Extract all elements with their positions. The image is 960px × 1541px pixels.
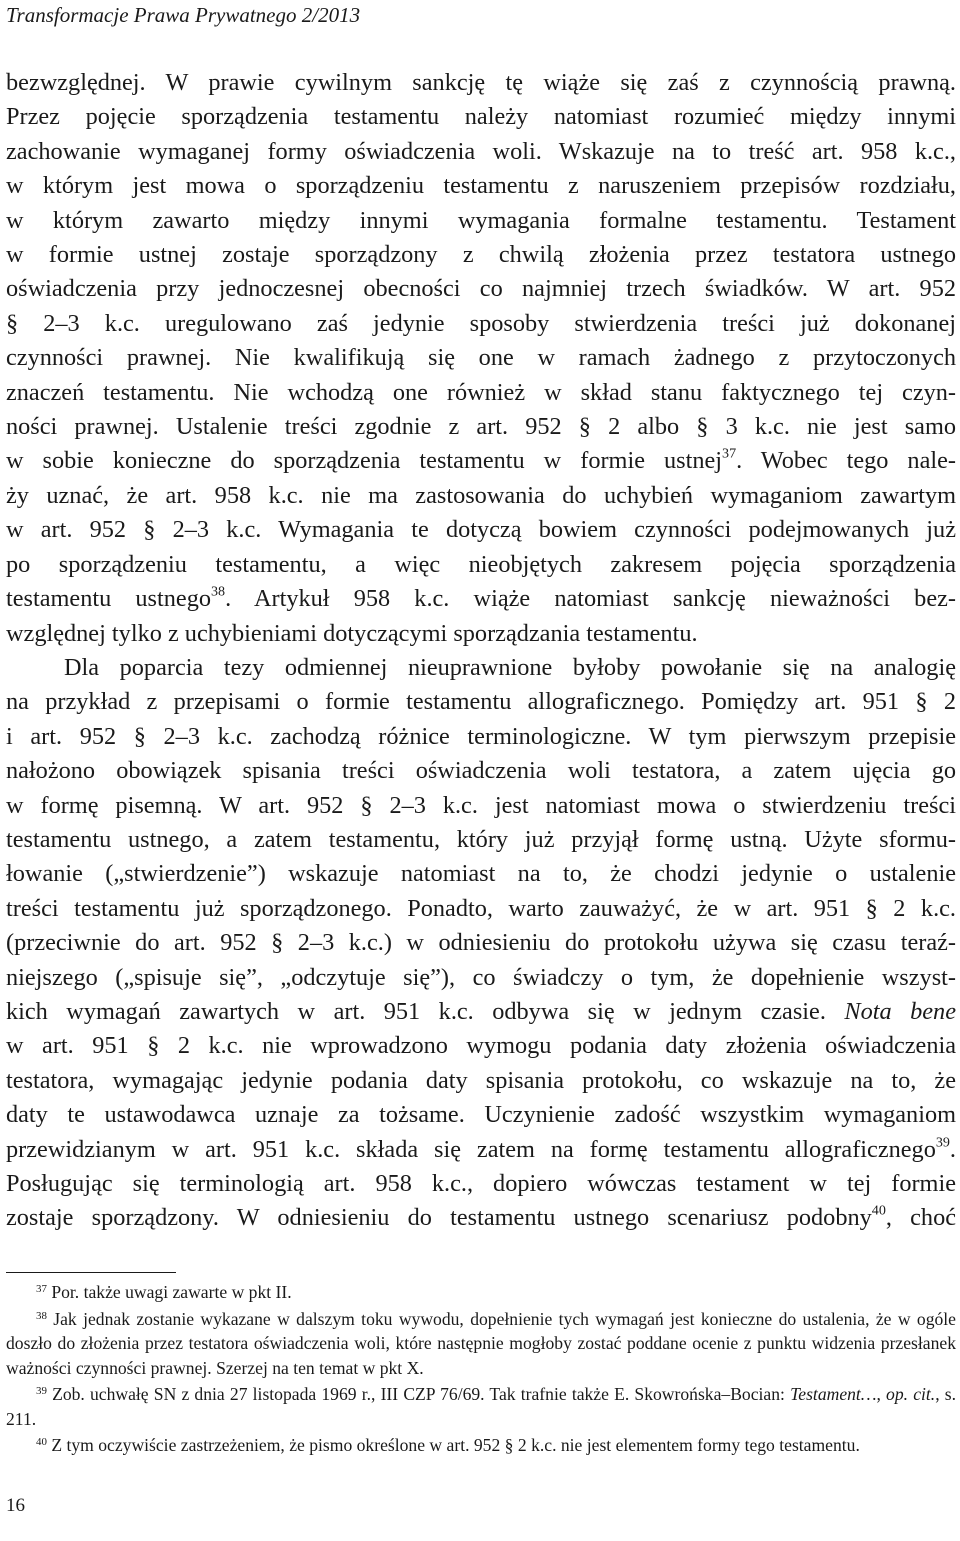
footnote-number: 40 (36, 1436, 47, 1448)
text-run: w sobie konieczne do sporządzenia testamentu w formie ustnej (6, 447, 723, 475)
footnote-ref-39[interactable]: 39 (935, 1134, 950, 1151)
footnote-text: Z tym oczywiście zastrzeżeniem, że pismo określone w art. 952 § 2 k.c. nie jest elementem formy tego testamentu. (51, 1435, 860, 1455)
text-line: po sporządzeniu testamentu, a więc nieobjętych zakresem pojęcia sporządzenia (6, 550, 956, 578)
text-line: niejszego („spisuje się”, „odczytuje się”), co świadczy o tym, że dopełnienie wszyst- (6, 963, 956, 991)
footnote-39 (6, 1382, 956, 1431)
text-line: i art. 952 § 2–3 k.c. zachodzą różnice terminologiczne. W tym pierwszym przepisie (6, 722, 956, 750)
text-run: , choć (885, 1204, 956, 1232)
footnote-text: Zob. uchwałę SN z dnia 27 listopada 1969 r., III CZP 76/69. Tak trafnie także E. Skowrońska–Bocian: (52, 1384, 791, 1404)
text-line: w formę pisemną. W art. 952 § 2–3 k.c. jest natomiast mowa o stwierdzeniu treści (6, 791, 956, 819)
text-line: ności prawnej. Ustalenie treści zgodnie z art. 952 § 2 albo § 3 k.c. nie jest samo (6, 413, 956, 441)
text-line: Posługując się terminologią art. 958 k.c., dopiero wówczas testament w tej formie (6, 1170, 956, 1197)
text-run: kich wymagań zawartych w art. 951 k.c. odbywa się w jednym czasie. (6, 997, 826, 1025)
main-text (6, 66, 956, 1236)
text-line: daty te ustawodawca uznaje za tożsame. Uczynienie zadość wszystkim wymaganiom (6, 1101, 956, 1129)
footnote-number: 37 (36, 1283, 47, 1295)
text-run: . Artykuł 958 k.c. wiąże natomiast sankcję nieważności bez- (225, 585, 956, 613)
text-line: nałożono obowiązek spisania treści oświadczenia woli testatora, a zatem ujęcia go (6, 757, 956, 785)
text-line: treści testamentu już sporządzonego. Ponadto, warto zauważyć, że w art. 951 § 2 k.c. (6, 894, 956, 922)
footnotes (6, 1280, 956, 1458)
text-line (6, 1201, 956, 1235)
italic-text: Testament… (790, 1384, 877, 1404)
text-line: w którym jest mowa o sporządzeniu testamentu z naruszeniem przepisów rozdziału, (6, 172, 956, 200)
text-line: czynności prawnej. Nie kwalifikują się one w ramach żadnego z przytoczonych (6, 344, 956, 372)
text-line: Przez pojęcie sporządzenia testamentu należy natomiast rozumieć między innymi (6, 103, 956, 131)
paragraph-1 (6, 66, 956, 651)
text-run: testamentu ustnego (6, 585, 211, 613)
text-line: w art. 951 § 2 k.c. nie wprowadzono wymogu podania daty złożenia oświadczenia (6, 1032, 956, 1060)
text-line: testamentu ustnego, a zatem testamentu, który już przyjął formę ustną. Użyte sformu- (6, 825, 956, 853)
italic-text: Nota bene (844, 997, 956, 1025)
text-line: (przeciwnie do art. 952 § 2–3 k.c.) w odniesieniu do protokołu używa się czasu teraź- (6, 929, 956, 957)
footnote-text: Por. także uwagi zawarte w pkt II. (51, 1282, 292, 1302)
footnote-text: , s. 211. (6, 1384, 957, 1429)
footnote-37 (6, 1280, 956, 1305)
italic-text: op. cit. (886, 1384, 936, 1404)
text-line: względnej tylko z uchybieniami dotyczącymi sporządzania testamentu. (6, 619, 698, 647)
text-run: . (949, 1135, 956, 1163)
text-line: ży uznać, że art. 958 k.c. nie ma zastosowania do uchybień wymaganiom zawartym (6, 481, 956, 509)
page-number: 16 (6, 1495, 25, 1516)
text-line: na przykład z przepisami o formie testamentu allograficznego. Pomiędzy art. 951 § 2 (6, 688, 956, 716)
footnote-text: Jak jednak zostanie wykazane w dalszym toku wywodu, dopełnienie tych wymagań jest konieczne do ustalenia, że w ogóle doszło do złożenia przez testatora oświadczenia woli, które następnie mogłoby zostać poddane ocenie z punktu widzenia przesłanek ważności czynności prawnej. Szerzej na ten temat w pkt X. (6, 1308, 956, 1378)
footnote-ref-40[interactable]: 40 (871, 1202, 886, 1219)
text-line (6, 995, 956, 1029)
text-run: przewidzianym w art. 951 k.c. składa się zatem na formę testamentu allograficznego (6, 1135, 936, 1163)
footnote-ref-38[interactable]: 38 (211, 583, 226, 600)
text-line: bezwzględnej. W prawie cywilnym sankcję tę wiąże się zaś z czynnością prawną. (6, 69, 956, 96)
text-line: łowanie („stwierdzenie”) wskazuje natomiast na to, że chodzi jedynie o ustalenie (6, 860, 956, 888)
footnote-separator (6, 1272, 176, 1273)
text-line: zachowanie wymaganej formy oświadczenia woli. Wskazuje na to treść art. 958 k.c., (6, 137, 956, 165)
text-line: w formie ustnej zostaje sporządzony z chwilą złożenia przez testatora ustnego (6, 241, 956, 269)
text-line: w art. 952 § 2–3 k.c. Wymagania te dotyczą bowiem czynności podejmowanych już (6, 516, 956, 544)
footnote-number: 39 (36, 1385, 47, 1397)
paragraph-2 (6, 651, 956, 1236)
text-line: oświadczenia przy jednoczesnej obecności co najmniej trzech świadków. W art. 952 (6, 275, 956, 303)
text-line: § 2–3 k.c. uregulowano zaś jedynie sposoby stwierdzenia treści już dokonanej (6, 309, 956, 337)
text-line (6, 582, 956, 616)
footnote-text: , (876, 1384, 887, 1404)
text-line: znaczeń testamentu. Nie wchodzą one również w skład stanu faktycznego tej czyn- (6, 378, 956, 406)
text-run: zostaje sporządzony. W odniesieniu do testamentu ustnego scenariusz podobny (6, 1204, 872, 1232)
text-line (6, 444, 956, 478)
text-line (6, 1133, 956, 1167)
footnote-ref-37[interactable]: 37 (722, 445, 737, 462)
text-run: . Wobec tego nale- (736, 447, 956, 475)
footnote-38 (6, 1307, 956, 1381)
text-line: testatora, wymagając jedynie podania daty spisania protokołu, co wskazuje na to, że (6, 1066, 956, 1094)
footnote-40 (6, 1433, 956, 1458)
footnote-number: 38 (36, 1309, 47, 1322)
running-header: Transformacje Prawa Prywatnego 2/2013 (6, 3, 361, 27)
text-line: Dla poparcia tezy odmiennej nieuprawnione byłoby powołanie się na analogię (64, 653, 956, 681)
text-line: w którym zawarto między innymi wymagania formalne testamentu. Testament (6, 206, 956, 234)
